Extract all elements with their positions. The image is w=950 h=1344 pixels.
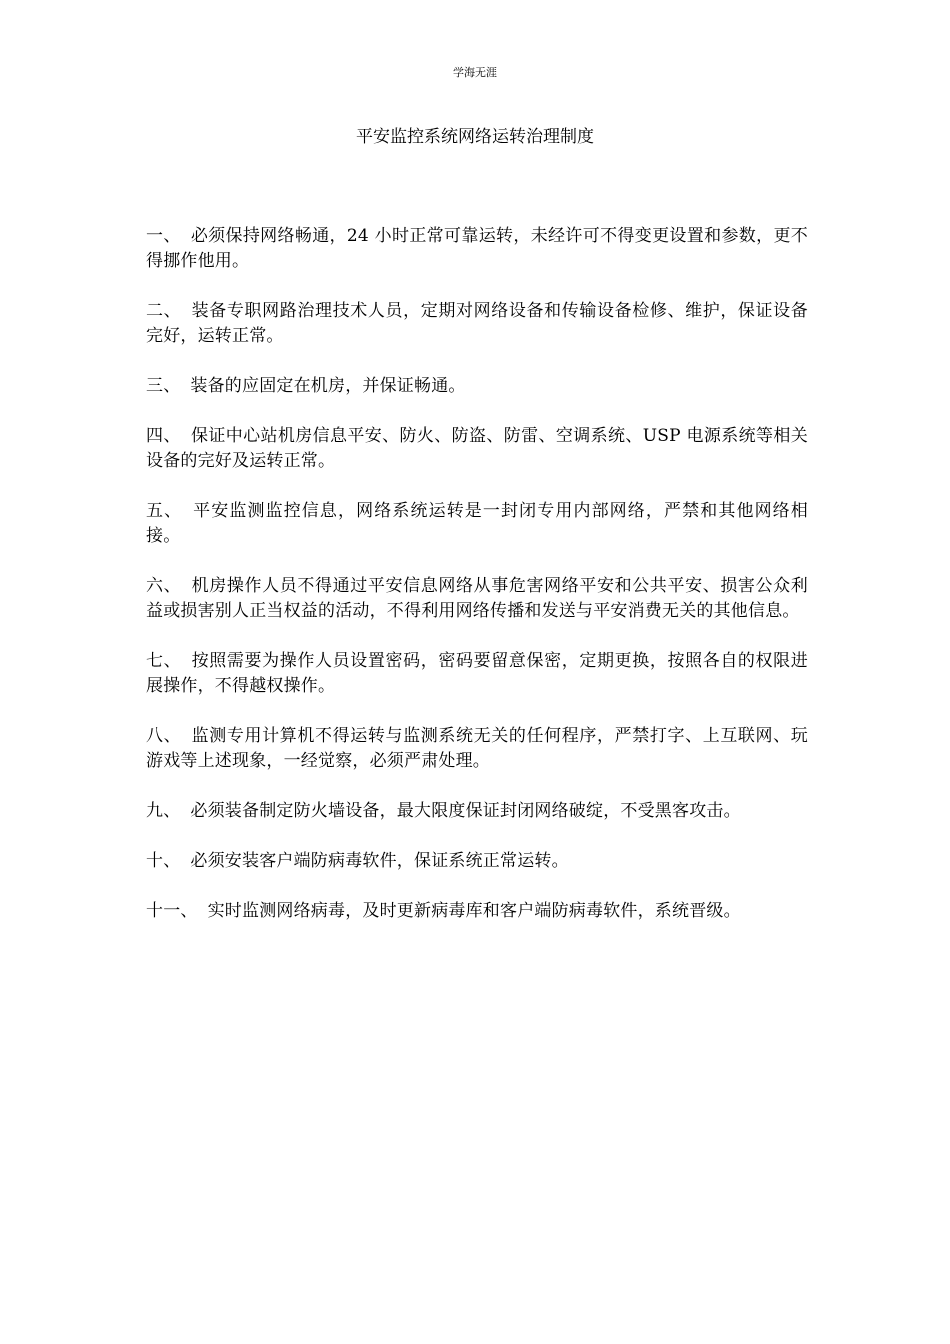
clause-5 <box>146 499 808 549</box>
clause-text: 实时监测网络病毒，及时更新病毒库和客户端防病毒软件，系统晋级。 <box>207 901 741 921</box>
clause-text: 装备专职网路治理技术人员，定期对网络设备和传输设备检修、维护，保证设备完好，运转正常。 <box>146 301 808 346</box>
clause-8 <box>146 724 808 774</box>
clause-2 <box>146 299 808 349</box>
clause-number: 九、 <box>146 801 181 821</box>
clause-text: 监测专用计算机不得运转与监测系统无关的任何程序，严禁打字、上互联网、玩游戏等上述现象，一经觉察，必须严肃处理。 <box>146 726 808 771</box>
clause-9 <box>146 799 808 824</box>
clause-number: 一、 <box>146 226 181 246</box>
page-header: 学海无涯 <box>453 66 497 79</box>
clause-number: 五、 <box>146 501 183 521</box>
clause-text: 机房操作人员不得通过平安信息网络从事危害网络平安和公共平安、损害公众利益或损害别人正当权益的活动，不得利用网络传播和发送与平安消费无关的其他信息。 <box>146 576 808 621</box>
clause-number: 八、 <box>146 726 182 746</box>
clause-text: 装备的应固定在机房，并保证畅通。 <box>190 376 466 396</box>
clause-3 <box>146 374 808 399</box>
clause-text: 按照需要为操作人员设置密码，密码要留意保密，定期更换，按照各自的权限进展操作，不得越权操作。 <box>146 651 808 696</box>
clause-1 <box>146 224 808 274</box>
clause-number: 四、 <box>146 426 181 446</box>
clause-11 <box>146 899 808 924</box>
clause-text: 必须装备制定防火墙设备，最大限度保证封闭网络破绽，不受黑客攻击。 <box>190 801 741 821</box>
clause-10 <box>146 849 808 874</box>
clause-text: 必须保持网络畅通，24 小时正常可靠运转，未经许可不得变更设置和参数，更不得挪作他用。 <box>146 226 808 271</box>
clause-number: 二、 <box>146 301 182 321</box>
document-body <box>146 224 808 949</box>
clause-number: 十、 <box>146 851 181 871</box>
clause-number: 三、 <box>146 376 181 396</box>
clause-number: 六、 <box>146 576 182 596</box>
clause-4 <box>146 424 808 474</box>
clause-text: 保证中心站机房信息平安、防火、防盗、防雷、空调系统、USP 电源系统等相关设备的完好及运转正常。 <box>146 426 809 471</box>
clause-number: 十一、 <box>146 901 198 921</box>
clause-7 <box>146 649 808 699</box>
clause-text: 必须安装客户端防病毒软件，保证系统正常运转。 <box>190 851 569 871</box>
document-title: 平安监控系统网络运转治理制度 <box>356 127 594 147</box>
clause-6 <box>146 574 808 624</box>
clause-number: 七、 <box>146 651 182 671</box>
clause-text: 平安监测监控信息，网络系统运转是一封闭专用内部网络，严禁和其他网络相接。 <box>146 501 808 546</box>
